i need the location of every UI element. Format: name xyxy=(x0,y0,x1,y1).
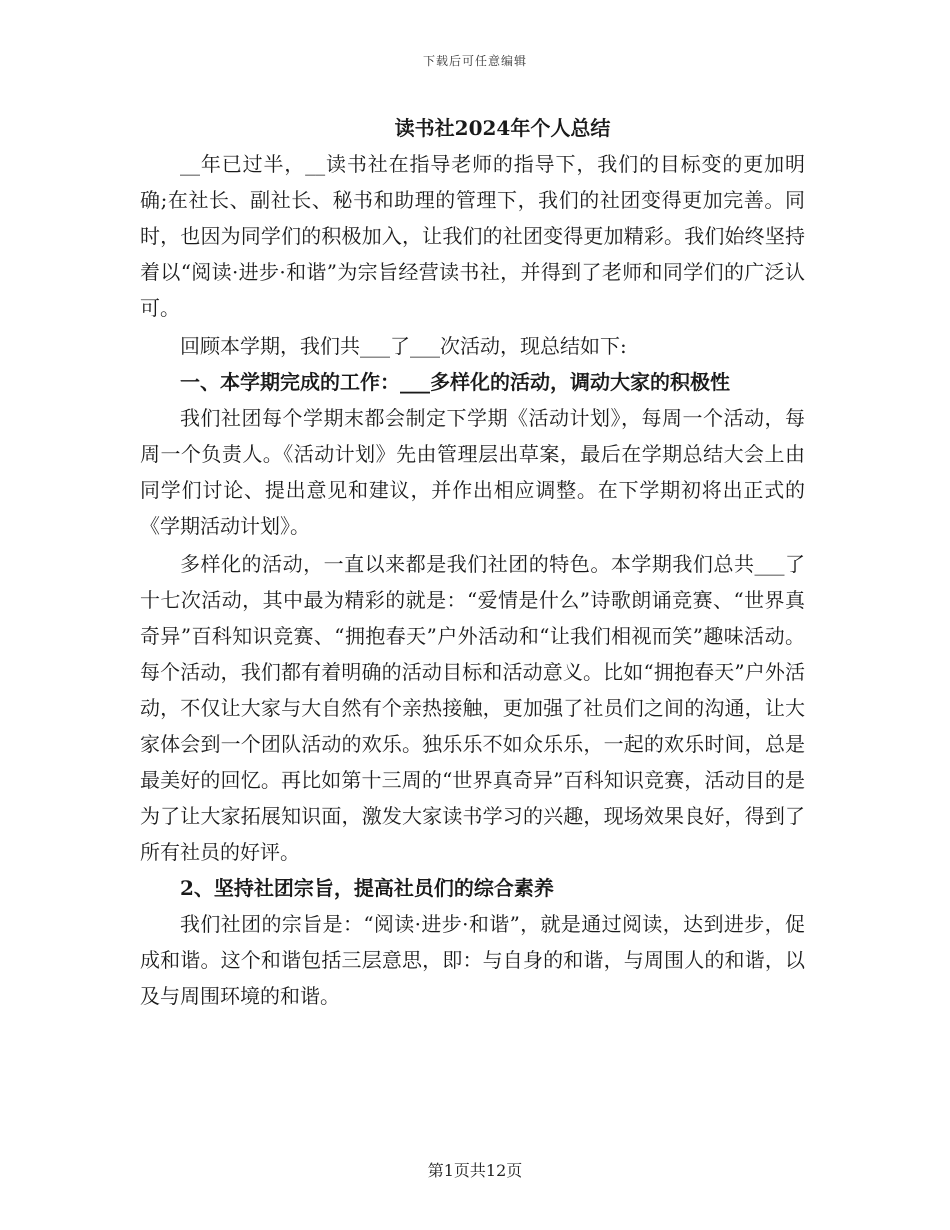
section-heading-1: 一、本学期完成的工作：___多样化的活动，调动大家的积极性 xyxy=(180,370,730,394)
document-title: 读书社2024年个人总结 xyxy=(394,116,611,140)
section2-paragraph-purpose: 我们社团的宗旨是：“阅读·进步·和谐”，就是通过阅读，达到进步，促成和谐。这个和谐包括三层意思，即：与自身的和谐，与周围人的和谐，以及与周围环境的和谐。 xyxy=(140,912,805,1008)
intro-paragraph: __年已过半，__读书社在指导老师的指导下，我们的目标变的更加明确;在社长、副社长、秘书和助理的管理下，我们的社团变得更加完善。同时，也因为同学们的积极加入，让我们的社团变得更加精彩。我们始终坚持着以“阅读·进步·和谐”为宗旨经营读书社，并得到了老师和同学们的广泛认可。 xyxy=(140,152,805,320)
review-paragraph: 回顾本学期，我们共___了___次活动，现总结如下: xyxy=(180,334,627,358)
section1-paragraph-plan: 我们社团每个学期末都会制定下学期《活动计划》，每周一个活动，每周一个负责人。《活动计划》先由管理层出草案，最后在学期总结大会上由同学们讨论、提出意见和建议，并作出相应调整。在下学期初将出正式的《学期活动计划》。 xyxy=(140,406,805,538)
section-heading-2: 2、坚持社团宗旨，提高社员们的综合素养 xyxy=(180,876,554,900)
document-body xyxy=(140,110,805,1014)
page-number: 第1页共12页 xyxy=(427,1161,523,1180)
section1-paragraph-activities: 多样化的活动，一直以来都是我们社团的特色。本学期我们总共___了十七次活动，其中最为精彩的就是：“爱情是什么”诗歌朗诵竞赛、“世界真奇异”百科知识竞赛、“拥抱春天”户外活动和“让我们相视而笑”趣味活动。每个活动，我们都有着明确的活动目标和活动意义。比如“拥抱春天”户外活动，不仅让大家与大自然有个亲热接触，更加强了社员们之间的沟通，让大家体会到一个团队活动的欢乐。独乐乐不如众乐乐，一起的欢乐时间，总是最美好的回忆。再比如第十三周的“世界真奇异”百科知识竞赛，活动目的是为了让大家拓展知识面，激发大家读书学习的兴趣，现场效果良好，得到了所有社员的好评。 xyxy=(140,552,805,864)
header-note: 下载后可任意编辑 xyxy=(422,54,527,68)
